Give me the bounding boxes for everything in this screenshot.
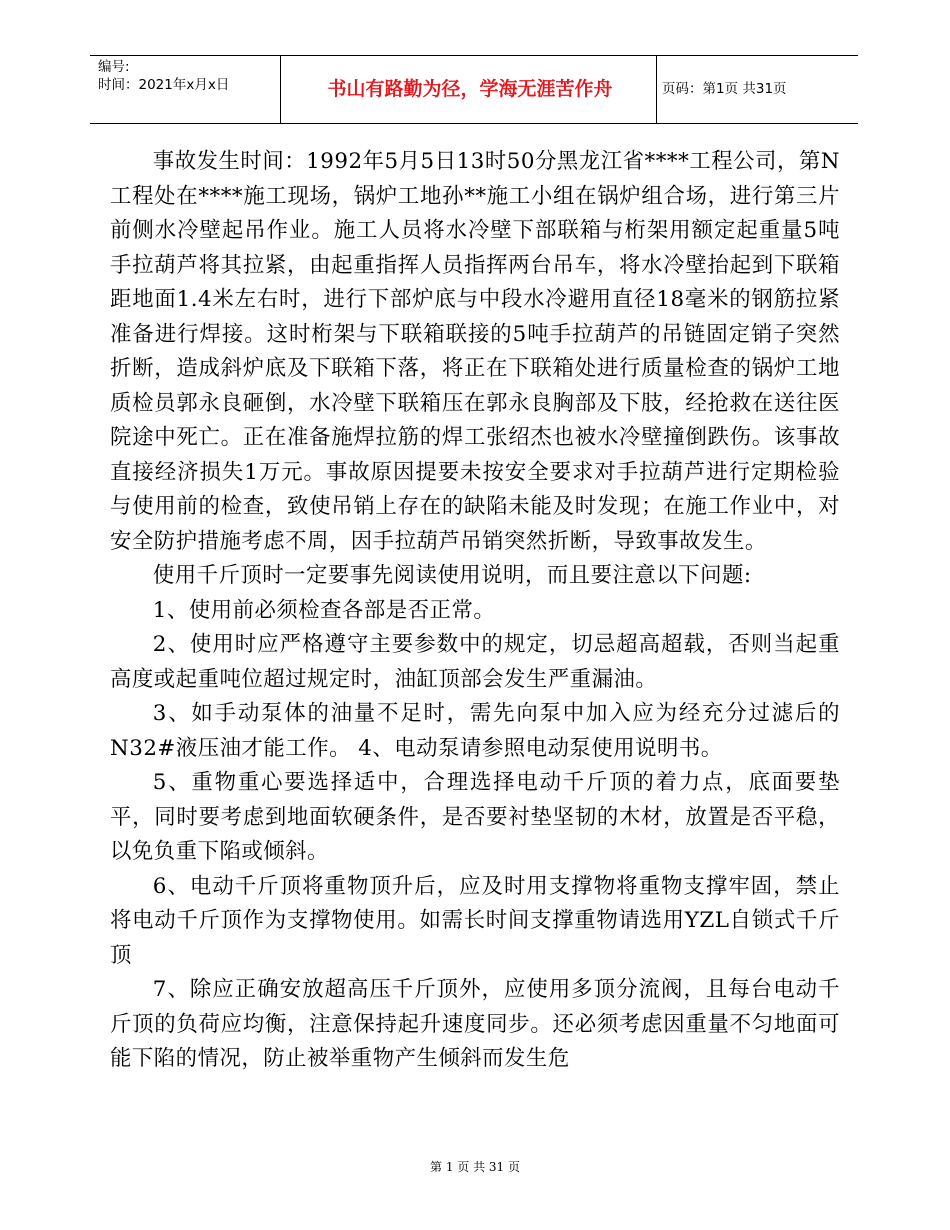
- page-header: [90, 55, 858, 124]
- header-divider-right: [656, 56, 657, 123]
- paragraph-item-2: 2、使用时应严格遵守主要参数中的规定，切忌超高超载，否则当起重高度或起重吨位超过规定时，油缸顶部会发生严重漏油。: [110, 632, 840, 692]
- paragraph-item-5: 5、重物重心要选择适中，合理选择电动千斤顶的着力点，底面要垫平，同时要考虑到地面软硬条件，是否要衬垫坚韧的木材，放置是否平稳，以免负重下陷或倾斜。: [110, 770, 840, 864]
- document-time: 时间：2021年x月x日: [98, 77, 230, 93]
- paragraph-item-6: 6、电动千斤顶将重物顶升后，应及时用支撑物将重物支撑牢固，禁止将电动千斤顶作为支撑物使用。如需长时间支撑重物请选用YZL自锁式千斤顶: [110, 873, 840, 968]
- paragraph-item-7: 7、除应正确安放超高压千斤顶外，应使用多顶分流阀，且每台电动千斤顶的负荷应均衡，注意保持起升速度同步。还必须考虑因重量不匀地面可能下陷的情况，防止被举重物产生倾斜而发生危: [110, 977, 840, 1071]
- paragraph-accident-report: 事故发生时间：1992年5月5日13时50分黑龙江省****工程公司，第N工程处在****施工现场，锅炉工地孙**施工小组在锅炉组合场，进行第三片前侧水冷壁起吊作业。施工人员将水冷壁下部联箱与桁架用额定起重量5吨手拉葫芦将其拉紧，由起重指挥人员指挥两台吊车，将水冷壁抬起到下联箱距地面1.4米左右时，进行下部炉底与中段水冷避用直径18毫米的钢筋拉紧准备进行焊接。这时桁架与下联箱联接的5吨手拉葫芦的吊链固定销子突然折断，造成斜炉底及下联箱下落，将正在下联箱处进行质量检查的锅炉工地质检员郭永良砸倒，水冷壁下联箱压在郭永良胸部及下肢，经抢救在送往医院途中死亡。正在准备施焊拉筋的焊工张绍杰也被水冷壁撞倒跌伤。该事故直接经济损失1万元。事故原因提要未按安全要求对手拉葫芦进行定期检验与使用前的检查，致使吊销上存在的缺陷未能及时发现；在施工作业中，对安全防护措施考虑不周，因手拉葫芦吊销突然折断，导致事故发生。: [110, 149, 840, 554]
- paragraph-item-1: 1、使用前必须检查各部是否正常。: [152, 597, 496, 623]
- paragraph-item-3-4: 3、如手动泵体的油量不足时，需先向泵中加入应为经充分过滤后的N32#液压油才能工作。 4、电动泵请参照电动泵使用说明书。: [110, 701, 840, 761]
- header-page-info: 页码：第1页 共31页: [662, 81, 787, 97]
- header-divider-left: [280, 56, 281, 123]
- document-number-label: 编号:: [98, 59, 130, 75]
- page-footer: 第 1 页 共 31 页: [430, 1160, 520, 1174]
- paragraph-jack-intro: 使用千斤顶时一定要事先阅读使用说明，而且要注意以下问题:: [152, 563, 752, 588]
- document-body: [110, 145, 840, 1077]
- header-motto: 书山有路勤为径，学海无涯苦作舟: [327, 78, 613, 100]
- header-meta: [98, 58, 229, 94]
